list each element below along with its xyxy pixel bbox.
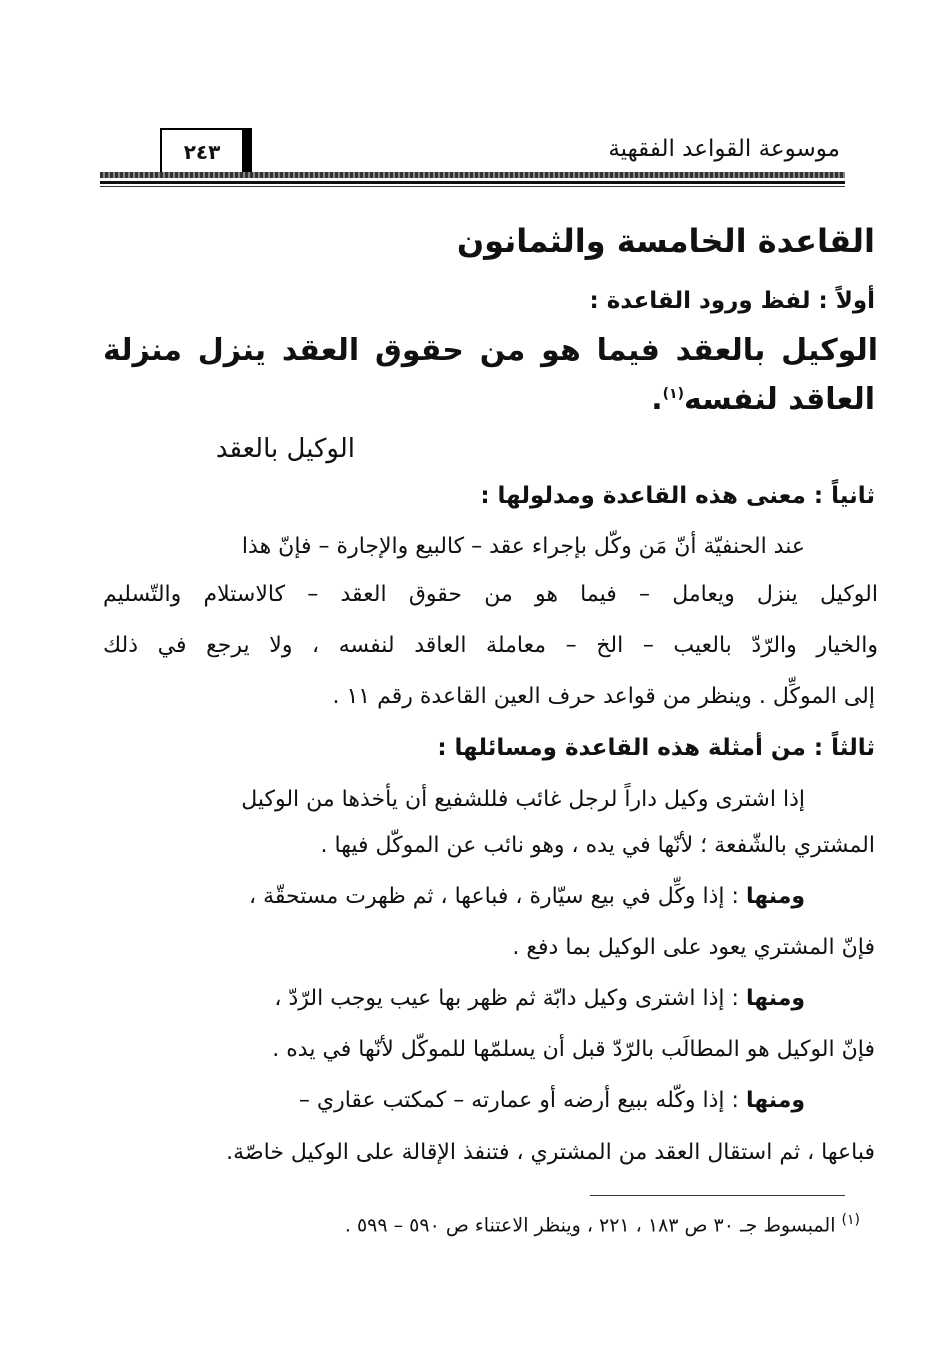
rule-text-line2-text: العاقد لنفسه <box>684 382 875 417</box>
example-line: إذا اشترى وكيل داراً لرجل غائب فللشفيع أن يأخذها من الوكيل <box>241 787 805 812</box>
minha-label: ومنها <box>745 1088 805 1113</box>
main-heading: القاعدة الخامسة والثمانون <box>456 222 875 260</box>
footnote-rule <box>590 1195 845 1196</box>
example-line: فإنّ المشتري يعود على الوكيل بما دفع . <box>512 935 875 960</box>
example-text: : إذا اشترى وكيل دابّة ثم ظهر بها عيب يوجب الرّدّ ، <box>274 986 739 1011</box>
page-number: ٢٤٣ <box>183 140 221 164</box>
meaning-line: والخيار والرّدّ بالعيب – الخ – معاملة العاقد لنفسه ، ولا يرجع في ذلك <box>103 633 878 658</box>
example-line <box>249 884 805 909</box>
book-title: موسوعة القواعد الفقهية <box>608 136 840 162</box>
example-line <box>299 1088 805 1113</box>
rule-text-line1: الوكيل بالعقد فيما هو من حقوق العقد ينزل منزلة <box>103 333 878 368</box>
minha-label: ومنها <box>745 884 805 909</box>
example-line: المشتري بالشّفعة ؛ لأنّها في يده ، وهو نائب عن الموكّل فيها . <box>320 833 875 858</box>
meaning-line: الوكيل ينزل ويعامل – فيما هو من حقوق العقد – كالاستلام والتّسليم <box>103 582 878 607</box>
keyword-label: الوكيل بالعقد <box>215 434 355 464</box>
section1-heading: أولاً : لفظ ورود القاعدة : <box>589 288 875 314</box>
page-number-box <box>160 128 252 176</box>
section3-heading: ثالثاً : من أمثلة هذه القاعدة ومسائلها : <box>437 735 875 761</box>
rule-text-line2 <box>651 382 875 417</box>
header-rule <box>100 181 845 184</box>
example-line: فباعها ، ثم استقال العقد من المشتري ، فتنفذ الإقالة على الوكيل خاصّة. <box>226 1140 875 1165</box>
meaning-line: عند الحنفيّة أنّ مَن وكّل بإجراء عقد – كالبيع والإجارة – فإنّ هذا <box>241 534 805 559</box>
footnote-mark: (١) <box>841 1212 860 1228</box>
example-text: : إذا وكّله ببيع أرضه أو عمارته – كمكتب عقاري – <box>298 1088 739 1113</box>
header-rule-fine <box>100 186 845 187</box>
example-line: فإنّ الوكيل هو المطالَب بالرّدّ قبل أن يسلمّها للموكّل لأنّها في يده . <box>272 1037 875 1062</box>
section2-heading: ثانياً : معنى هذه القاعدة ومدلولها : <box>480 483 875 509</box>
meaning-line: إلى الموكِّل . وينظر من قواعد حرف العين القاعدة رقم ١١ . <box>332 684 875 709</box>
minha-label: ومنها <box>745 986 805 1011</box>
footnote-text: المبسوط جـ ٣٠ ص ١٨٣ ، ٢٢١ ، وينظر الاعتناء ص ٥٩٠ – ٥٩٩ . <box>344 1214 836 1237</box>
footnote <box>345 1212 860 1236</box>
example-text: : إذا وكِّل في بيع سيّارة ، فباعها ، ثم ظهرت مستحقّة ، <box>249 884 739 909</box>
example-line <box>274 986 805 1011</box>
rule-text-end: . <box>651 382 663 417</box>
footnote-reference: (١) <box>662 386 684 402</box>
header-rule-thick <box>100 172 845 178</box>
